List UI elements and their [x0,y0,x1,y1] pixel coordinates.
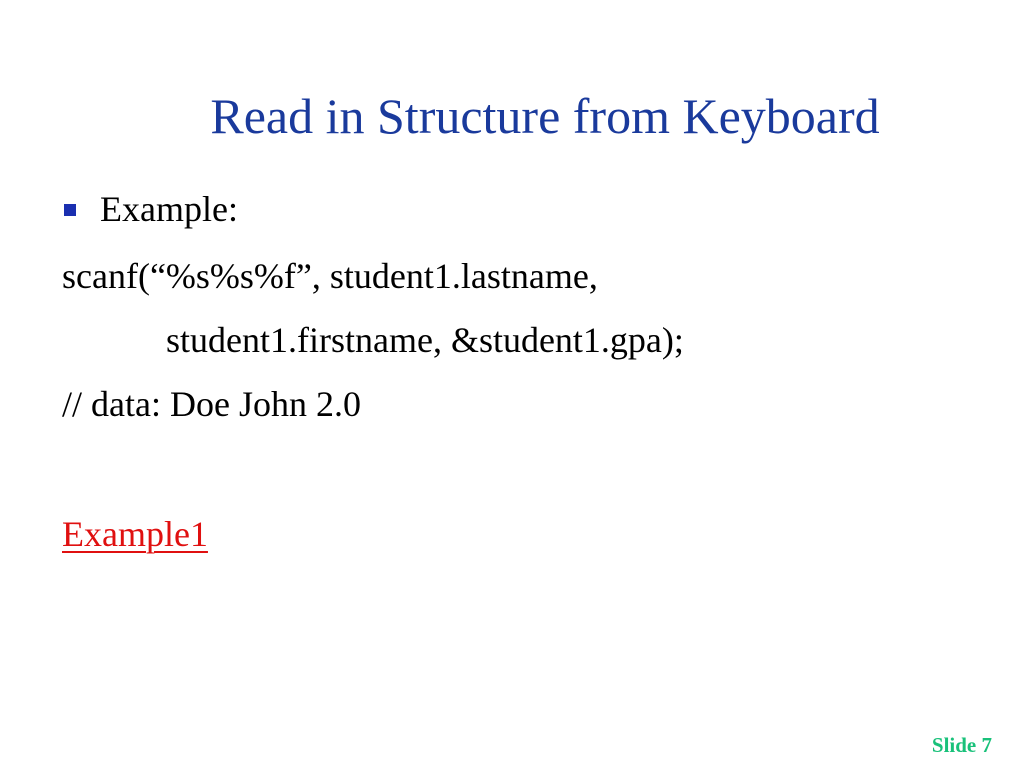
code-line-2: student1.firstname, &student1.gpa); [166,320,684,360]
example1-link[interactable]: Example1 [62,514,208,554]
code-comment-line: // data: Doe John 2.0 [62,384,361,424]
square-bullet-icon [64,204,76,216]
slide-number: Slide 7 [931,733,992,757]
bullet-text: Example: [100,189,238,229]
code-line-1: scanf(“%s%s%f”, student1.lastname, [62,256,598,296]
slide-title: Read in Structure from Keyboard [210,88,880,144]
